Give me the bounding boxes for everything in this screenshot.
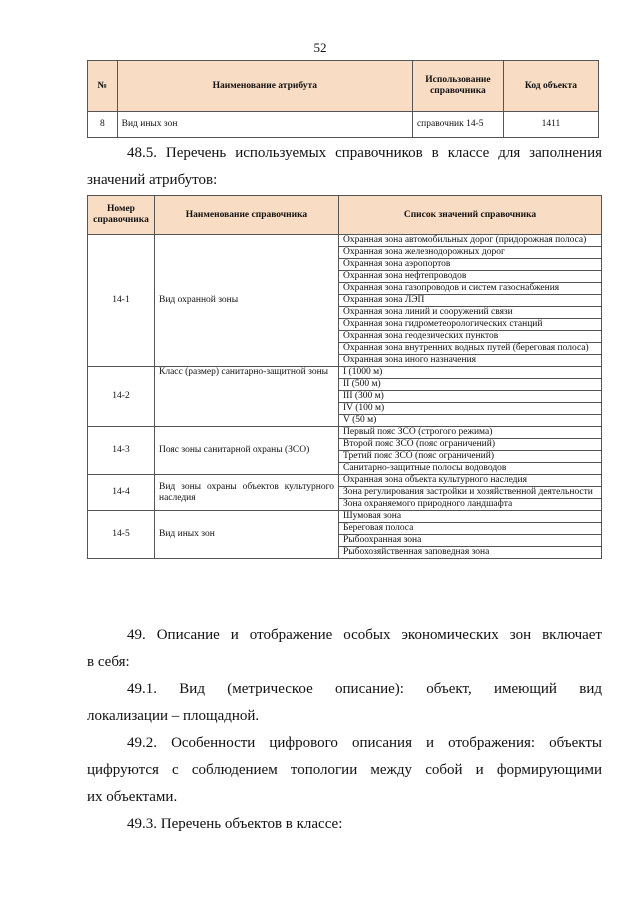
paragraph-49-line1: 49. Описание и отображение особых экономических зон включает xyxy=(127,627,602,643)
ref-value-cell: Береговая полоса xyxy=(339,523,602,535)
ref-value-cell: Санитарно-защитные полосы водоводов xyxy=(339,463,602,475)
ref-number-cell: 14-2 xyxy=(88,367,155,427)
ref-value-cell: IV (100 м) xyxy=(339,403,602,415)
ref-value-cell: Рыбоохранная зона xyxy=(339,535,602,547)
paragraph-48-5-line1: 48.5. Перечень используемых справочников в классе для заполнения xyxy=(127,145,602,161)
ref-number-cell: 14-4 xyxy=(88,475,155,511)
ref-value-cell: Зона регулирования застройки и хозяйственной деятельности xyxy=(339,487,602,499)
ref-value-cell: Охранная зона аэропортов xyxy=(339,259,602,271)
ref-value-cell: II (500 м) xyxy=(339,379,602,391)
col-header-ref-number: Номер справочника xyxy=(88,196,155,235)
cell-attr-name: Вид иных зон xyxy=(117,112,412,138)
ref-value-cell: V (50 м) xyxy=(339,415,602,427)
table-row xyxy=(88,475,602,487)
paragraph-49-line2: в себя: xyxy=(87,654,130,670)
ref-value-cell: Второй пояс ЗСО (пояс ограничений) xyxy=(339,439,602,451)
cell-ref-usage: справочник 14-5 xyxy=(412,112,503,138)
ref-name-cell: Пояс зоны санитарной охраны (ЗСО) xyxy=(155,427,339,475)
ref-value-cell: Охранная зона нефтепроводов xyxy=(339,271,602,283)
table-row xyxy=(88,511,602,523)
reference-table xyxy=(87,195,602,559)
page-number: 52 xyxy=(313,40,327,55)
ref-value-cell: Третий пояс ЗСО (пояс ограничений) xyxy=(339,451,602,463)
table-row xyxy=(88,112,599,138)
col-header-ref-values: Список значений справочника xyxy=(339,196,602,235)
ref-value-cell: Охранная зона линий и сооружений связи xyxy=(339,307,602,319)
paragraph-49-1-line1: 49.1. Вид (метрическое описание): объект, имеющий вид xyxy=(127,681,602,697)
attribute-table xyxy=(87,60,599,138)
ref-value-cell: Рыбохозяйственная заповедная зона xyxy=(339,547,602,559)
col-header-num: № xyxy=(88,61,118,112)
ref-value-cell: Охранная зона иного назначения xyxy=(339,355,602,367)
ref-name-cell: Вид охранной зоны xyxy=(155,235,339,367)
col-header-ref-name: Наименование справочника xyxy=(155,196,339,235)
ref-value-cell: Первый пояс ЗСО (строгого режима) xyxy=(339,427,602,439)
ref-number-cell: 14-5 xyxy=(88,511,155,559)
ref-value-cell: Охранная зона железнодорожных дорог xyxy=(339,247,602,259)
ref-number-cell: 14-3 xyxy=(88,427,155,475)
ref-value-cell: Охранная зона газопроводов и систем газоснабжения xyxy=(339,283,602,295)
col-header-ref-usage: Использование справочника xyxy=(412,61,503,112)
paragraph-49-1-line2: локализации – площадной. xyxy=(87,708,260,724)
ref-value-cell: Охранная зона объекта культурного наследия xyxy=(339,475,602,487)
ref-name-cell: Класс (размер) санитарно-защитной зоны xyxy=(155,367,339,427)
paragraph-49-2-line2: цифруются с соблюдением топологии между собой и формирующими xyxy=(87,762,602,778)
ref-value-cell: I (1000 м) xyxy=(339,367,602,379)
paragraph-49-3: 49.3. Перечень объектов в классе: xyxy=(127,816,343,832)
paragraph-49-2-line3: их объектами. xyxy=(87,789,178,805)
ref-value-cell: Охранная зона внутренних водных путей (береговая полоса) xyxy=(339,343,602,355)
ref-value-cell: III (300 м) xyxy=(339,391,602,403)
paragraph-48-5-line2: значений атрибутов: xyxy=(87,172,218,188)
ref-value-cell: Охранная зона геодезических пунктов xyxy=(339,331,602,343)
ref-value-cell: Охранная зона ЛЭП xyxy=(339,295,602,307)
ref-value-cell: Охранная зона автомобильных дорог (придорожная полоса) xyxy=(339,235,602,247)
col-header-object-code: Код объекта xyxy=(503,61,598,112)
cell-object-code: 1411 xyxy=(503,112,598,138)
paragraph-49-2-line1: 49.2. Особенности цифрового описания и отображения: объекты xyxy=(127,735,602,751)
table-row xyxy=(88,427,602,439)
table-row xyxy=(88,235,602,247)
ref-name-cell: Вид зоны охраны объектов культурного наследия xyxy=(155,475,339,511)
col-header-attr-name: Наименование атрибута xyxy=(117,61,412,112)
ref-number-cell: 14-1 xyxy=(88,235,155,367)
ref-value-cell: Зона охраняемого природного ландшафта xyxy=(339,499,602,511)
cell-num: 8 xyxy=(88,112,118,138)
table-row xyxy=(88,367,602,379)
ref-value-cell: Шумовая зона xyxy=(339,511,602,523)
ref-value-cell: Охранная зона гидрометеорологических станций xyxy=(339,319,602,331)
ref-name-cell: Вид иных зон xyxy=(155,511,339,559)
